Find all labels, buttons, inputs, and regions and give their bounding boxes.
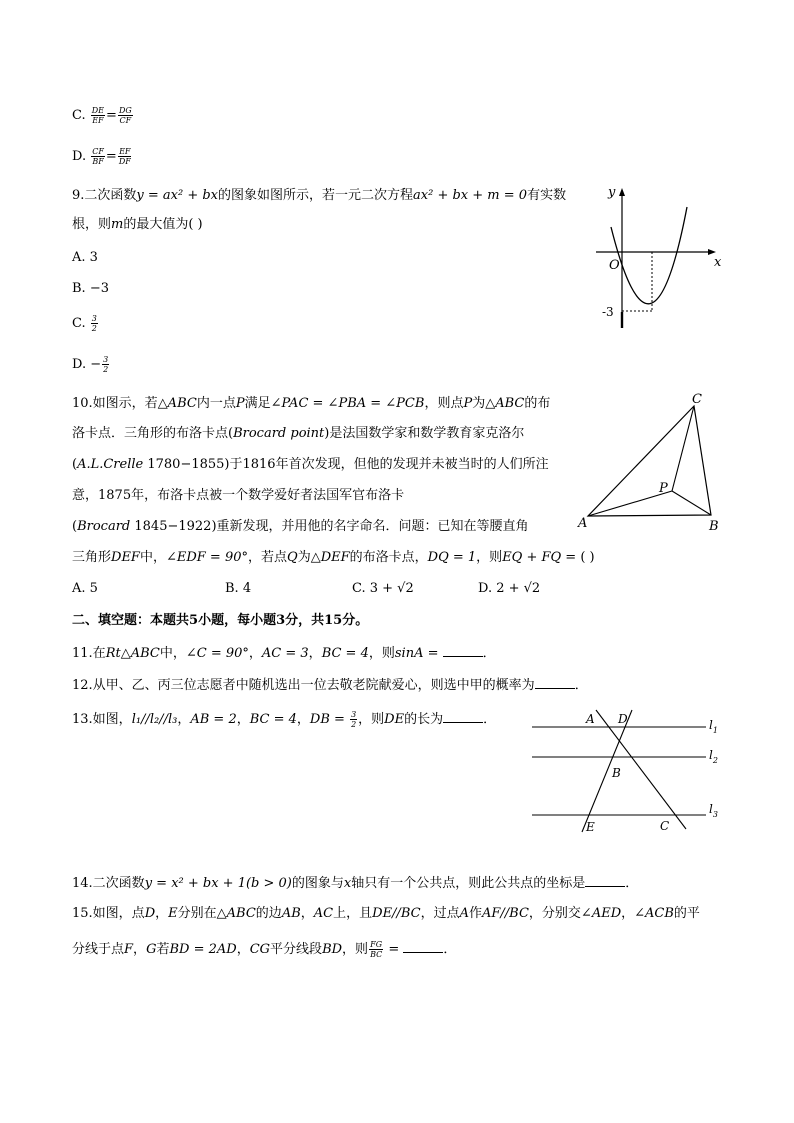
segment-pc [672,406,694,491]
q11-stem: 11.在Rt△ABC中，∠C = 90°，AC = 3，BC = 4，则sinA = ． [72,646,496,661]
q8-option-c[interactable]: C. $\frac{DE}{EF}$ = $\frac{DG}{CF}$ [72,106,132,125]
q10-stem-line1: 10.如图示，若△ABC内一点P满足∠PAC = ∠PBA = ∠PCB，则点P为△ABC的布 [72,396,551,411]
q8-option-d[interactable]: D. $\frac{CF}{BF}$ = $\frac{EF}{DF}$ [72,147,131,166]
vertex-b-label: B [709,519,719,534]
q13-parallel-lines-figure [528,705,728,840]
answer-blank[interactable] [443,710,483,723]
q12-stem: 12.从甲、乙、丙三位志愿者中随机选出一位去敬老院献爱心，则选中甲的概率为 ． [72,678,588,693]
q9-stem-line2: 根，则m的最大值为( ) [72,217,203,232]
fraction: $\frac{3}{2}$ [103,355,109,374]
segment-pb [672,491,711,515]
point-c-label: C [660,819,670,833]
point-a-label: A [586,712,595,726]
point-e-label: E [586,820,595,834]
q10-option-a[interactable]: A. 5 [72,581,98,596]
line-l3-label: $l_3$ [709,802,718,819]
q10-stem-line3: (A.L.Crelle 1780−1855)于1816年首次发现，但他的发现并未被当时的人们所注 [72,457,549,472]
q10-option-c[interactable]: C. 3 + √2 [352,581,414,596]
transversal-ac [596,710,686,829]
answer-blank[interactable] [403,940,443,953]
q10-stem-line5: (Brocard 1845−1922)重新发现，并用他的名字命名．问题：已知在等腰直角 [72,519,529,534]
section-2-heading: 二、填空题：本题共5小题，每小题3分，共15分。 [72,613,369,628]
fraction: $\frac{CF}{BF}$ [92,147,104,166]
fraction: $\frac{3}{2}$ [351,710,357,729]
answer-blank[interactable] [585,874,625,887]
q13-stem: 13.如图，l₁//l₂//l₃，AB = 2，BC = 4，DB = $\frac{3}{2}$ ，则DE的长为 ． [72,710,497,729]
transversal-de [582,710,632,832]
q9-stem-line1: 9.二次函数y = ax² + bx的图象如图所示，若一元二次方程ax² + bx + m = 0有实数 [72,188,567,203]
q10-option-b[interactable]: B. 4 [225,581,252,596]
origin-label: O [609,258,620,273]
q15-stem-line1: 15.如图，点D，E分别在△ABC的边AB，AC上，且DE//BC，过点A作AF//BC，分别交∠AED，∠ACB的平 [72,906,700,921]
q10-stem-line6: 三角形DEF中，∠EDF = 90°，若点Q为△DEF的布洛卡点，DQ = 1，则EQ + FQ = ( ) [72,550,595,565]
y-axis-label: y [608,185,616,200]
q9-option-d[interactable]: D. − $\frac{3}{2}$ [72,355,109,374]
line-l1-label: $l_1$ [709,718,718,735]
q10-stem-line2: 洛卡点．三角形的布洛卡点(Brocard point)是法国数学家和数学教育家克洛尔 [72,426,525,441]
q15-stem-line2: 分线于点F，G若BD = 2AD，CG平分线段BD，则 $\frac{FG}{BC}$ = ． [72,940,457,959]
point-d-label: D [618,712,628,726]
point-b-label: B [612,766,621,780]
q10-option-d[interactable]: D. 2 + √2 [478,581,541,596]
fraction: $\frac{EF}{DF}$ [118,147,131,166]
fraction: $\frac{FG}{BC}$ [370,940,383,959]
q9-option-c[interactable]: C. $\frac{3}{2}$ [72,314,97,333]
vertex-c-label: C [692,392,702,407]
q9-parabola-graph [590,180,730,330]
q9-option-b[interactable]: B. −3 [72,281,109,296]
fraction: $\frac{DE}{EF}$ [91,106,105,125]
fraction: $\frac{DG}{CF}$ [118,106,132,125]
min-value-label: -3 [602,305,614,319]
answer-blank[interactable] [535,676,575,689]
vertex-a-label: A [578,516,588,531]
q10-stem-line4: 意，1875年，布洛卡点被一个数学爱好者法国军官布洛卡 [72,488,405,503]
point-p-label: P [659,481,668,496]
triangle-abc [588,406,711,516]
answer-blank[interactable] [443,644,483,657]
q9-option-a[interactable]: A. 3 [72,250,98,265]
fraction: $\frac{3}{2}$ [91,314,97,333]
q14-stem: 14.二次函数y = x² + bx + 1(b > 0)的图象与x轴只有一个公共点，则此公共点的坐标是 ． [72,876,639,891]
y-axis-arrow [619,188,625,196]
line-l2-label: $l_2$ [709,748,718,765]
x-axis-label: x [714,255,722,270]
q10-brocard-triangle-figure [576,390,726,540]
